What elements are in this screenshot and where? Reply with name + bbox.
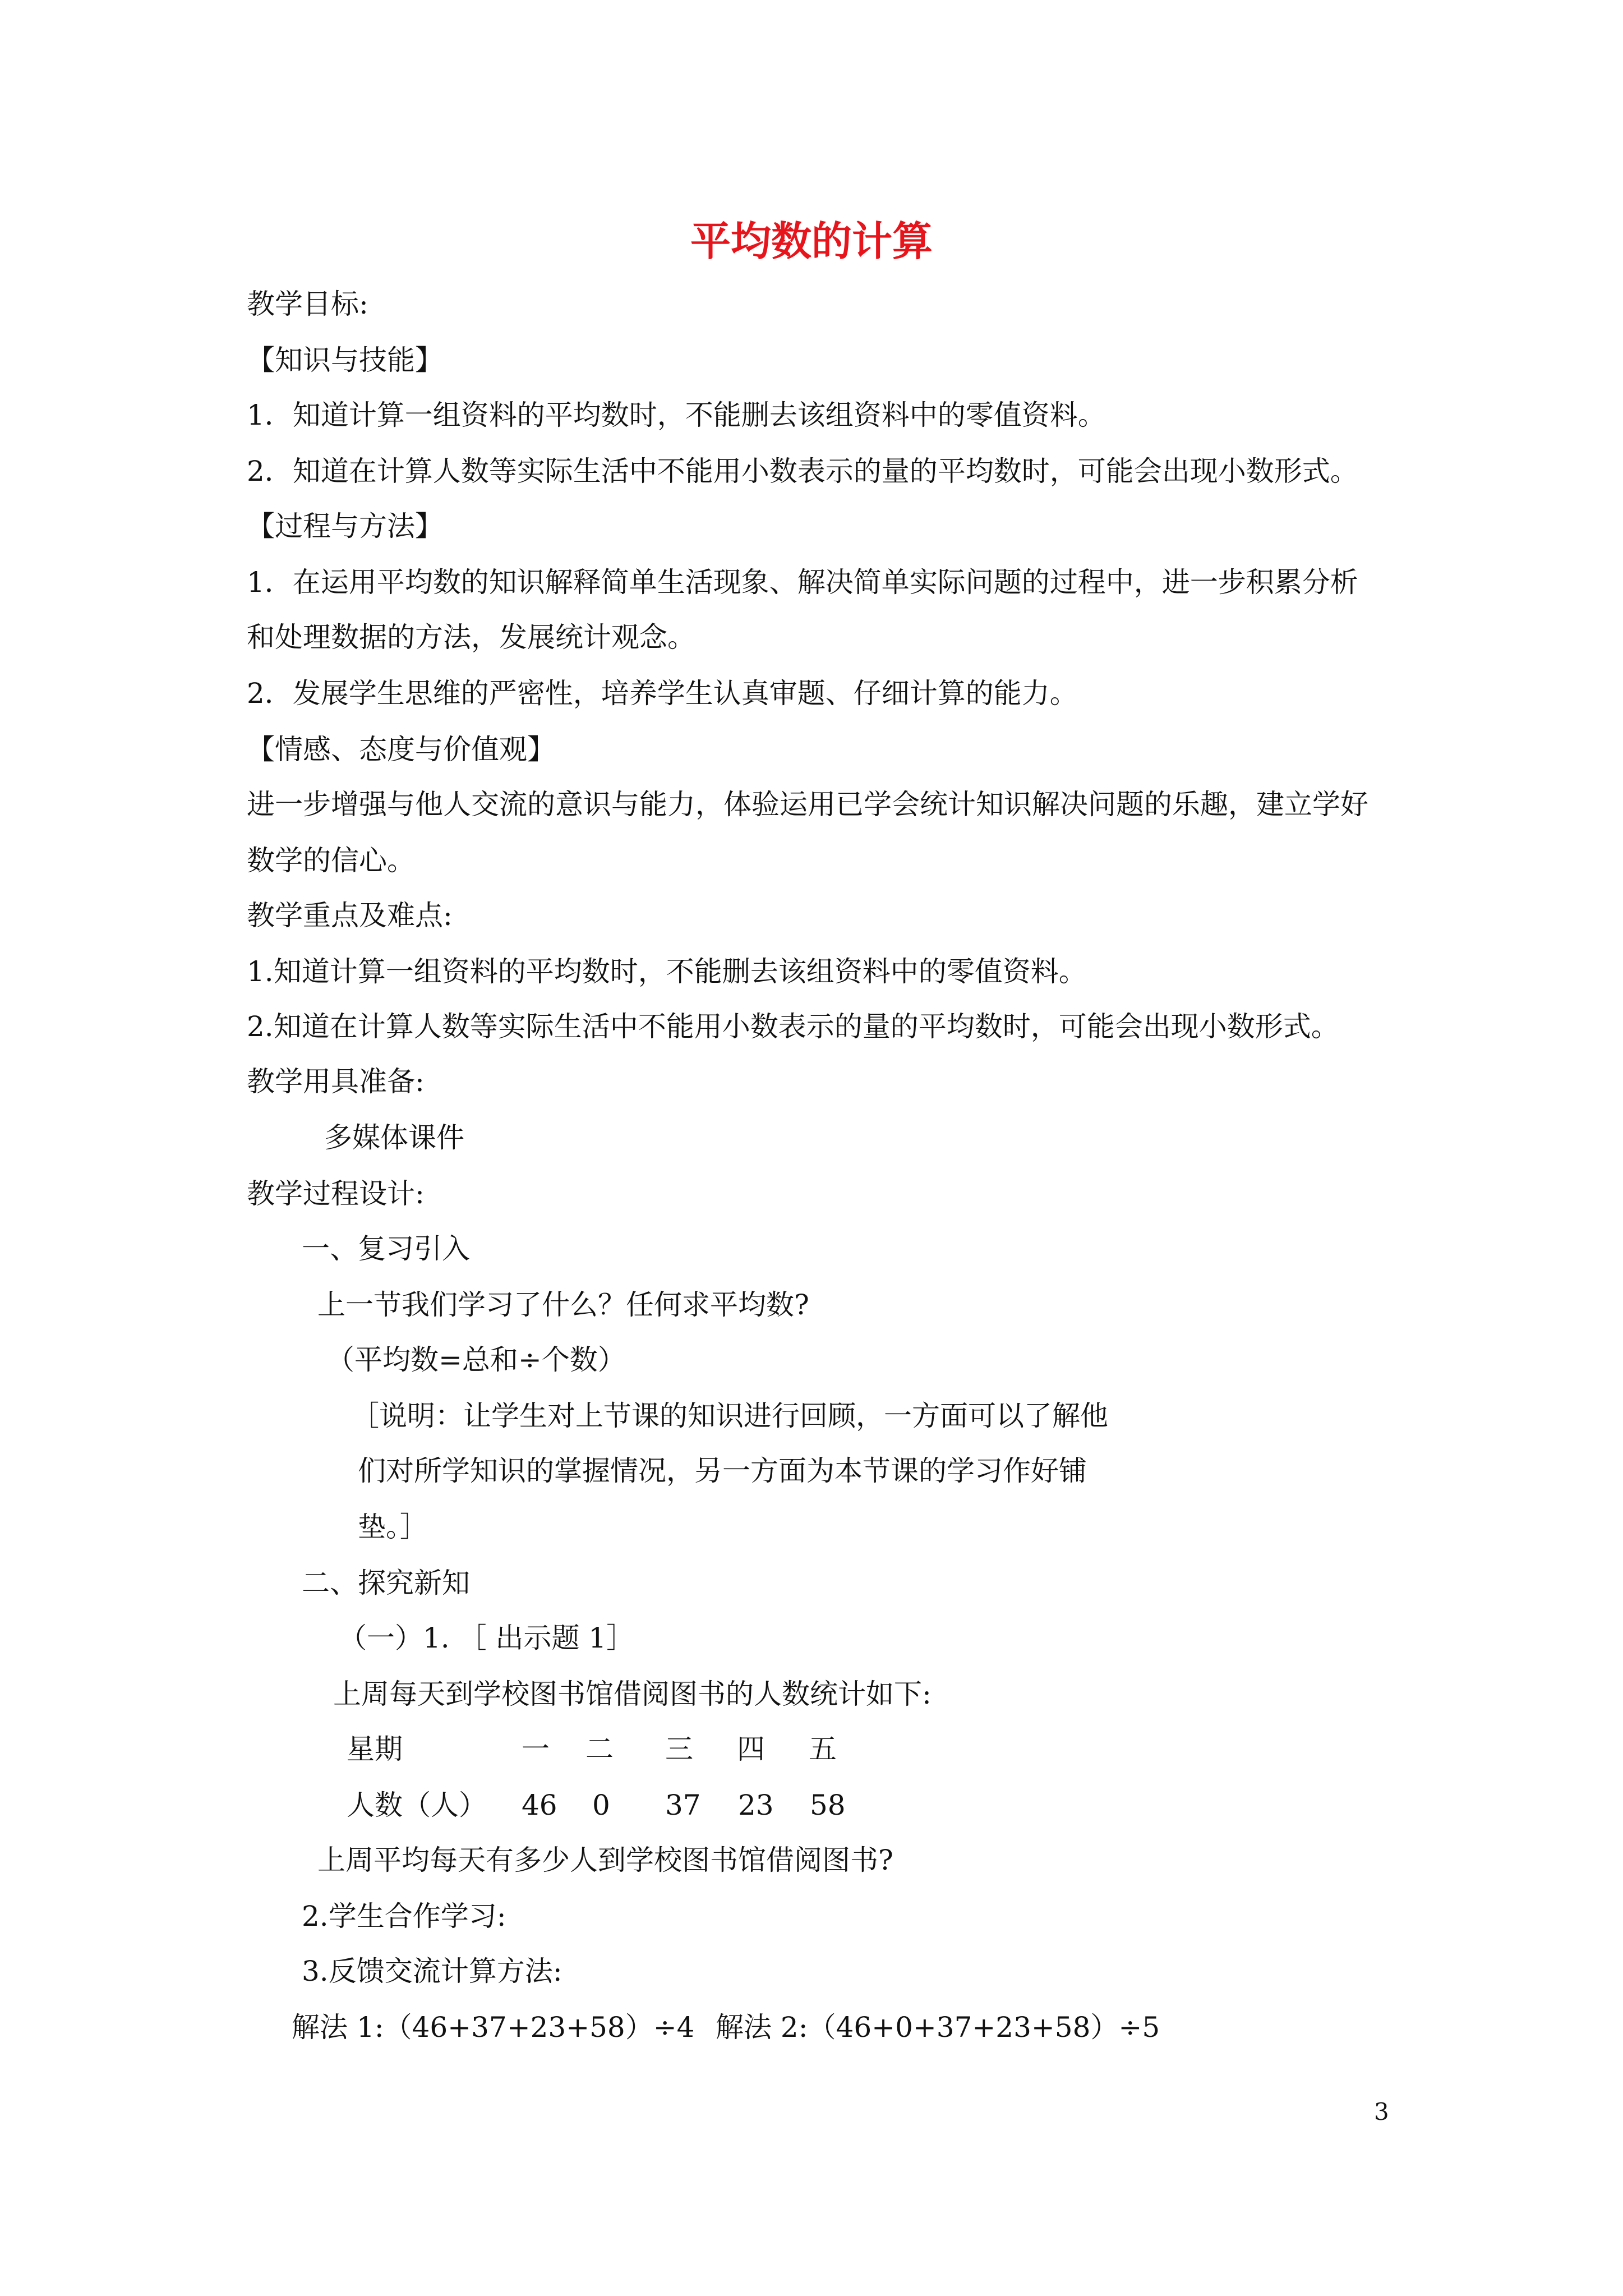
example-question: 上周平均每天有多少人到学校图书馆借阅图书? [317,1844,893,1876]
table-day-cell: 五 [809,1733,837,1765]
part1-formula: （平均数=总和÷个数） [326,1343,626,1376]
part1-note-line-3: 垫。］ [358,1511,428,1543]
page-number: 3 [1374,2098,1389,2125]
emotion-heading: 【情感、态度与价值观】 [247,733,555,766]
key-point-1: 1.知道计算一组资料的平均数时，不能删去该组资料中的零值资料。 [247,955,1087,988]
table-count-cell: 37 [665,1789,701,1821]
part1-heading: 一、复习引入 [302,1232,470,1265]
key-point-2: 2.知道在计算人数等实际生活中不能用小数表示的量的平均数时，可能会出现小数形式。 [247,1010,1339,1043]
key-points-heading: 教学重点及难点: [247,899,453,932]
part2-heading: 二、探究新知 [302,1567,470,1599]
part1-note-line-2: 们对所学知识的掌握情况，另一方面为本节课的学习作好铺 [358,1455,1087,1487]
table-count-cell: 46 [522,1789,557,1821]
table-count-cell: 23 [738,1789,774,1821]
step-3: 3.反馈交流计算方法: [302,1955,562,1987]
emotion-item-line-2: 数学的信心。 [247,844,415,877]
process-method-heading: 【过程与方法】 [247,510,443,542]
table-day-cell: 二 [585,1733,614,1765]
table-row-label-weekday: 星期 [347,1733,403,1765]
page-title: 平均数的计算 [690,217,933,265]
solution-method-1: 解法 1:（46+37+23+58）÷4 [292,2011,695,2044]
example-intro: 上周每天到学校图书馆借阅图书的人数统计如下: [333,1678,932,1710]
table-count-cell: 58 [810,1789,846,1821]
part1-question: 上一节我们学习了什么？任何求平均数? [317,1289,809,1321]
table-day-cell: 一 [522,1733,550,1765]
table-day-cell: 三 [665,1733,693,1765]
table-count-cell: 0 [592,1789,610,1821]
knowledge-item-1: 1．知道计算一组资料的平均数时，不能删去该组资料中的零值资料。 [247,399,1106,431]
process-item-1-line-2: 和处理数据的方法，发展统计观念。 [247,621,695,654]
tools-heading: 教学用具准备: [247,1065,425,1098]
step-2: 2.学生合作学习: [302,1900,506,1932]
part1-note-line-1: ［说明：让学生对上节课的知识进行回顾，一方面可以了解他 [351,1400,1108,1432]
example-label: （一）1. ［ 出示题 1］ [339,1622,635,1654]
emotion-item-line-1: 进一步增强与他人交流的意识与能力，体验运用已学会统计知识解决问题的乐趣，建立学好 [247,788,1368,821]
table-row-label-count: 人数（人） [347,1789,487,1821]
table-day-cell: 四 [737,1733,765,1765]
knowledge-item-2: 2．知道在计算人数等实际生活中不能用小数表示的量的平均数时，可能会出现小数形式。 [247,455,1358,487]
process-design-heading: 教学过程设计: [247,1177,425,1210]
tools-item: 多媒体课件 [324,1121,464,1154]
knowledge-skills-heading: 【知识与技能】 [247,344,443,376]
process-item-2: 2．发展学生思维的严密性，培养学生认真审题、仔细计算的能力。 [247,677,1078,710]
process-item-1-line-1: 1．在运用平均数的知识解释简单生活现象、解决简单实际问题的过程中，进一步积累分析 [247,566,1358,599]
objectives-heading: 教学目标: [247,288,368,320]
solution-method-2: 解法 2:（46+0+37+23+58）÷5 [716,2011,1160,2044]
